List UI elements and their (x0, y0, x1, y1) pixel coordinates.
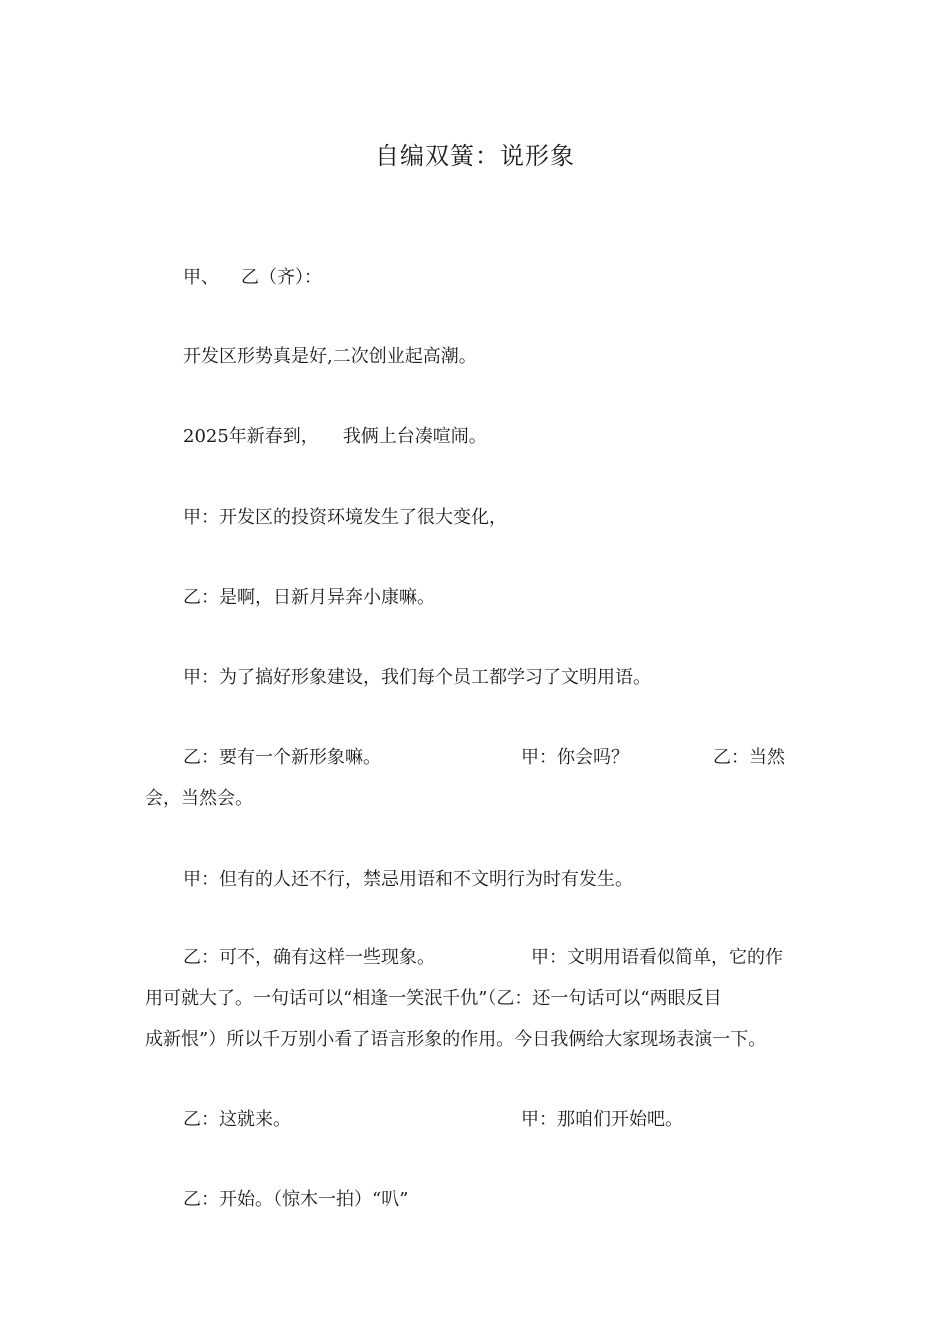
paragraph-11 (145, 1179, 810, 1220)
paragraph-1 (145, 257, 810, 298)
paragraph-2 (145, 336, 810, 377)
paragraph-text: 成新恨”）所以千万别小看了语言形象的作用。今日我俩给大家现场表演一下。 (145, 1029, 767, 1050)
paragraph-text: 甲：开发区的投资环境发生了很大变化， (183, 507, 507, 528)
paragraph-7 (145, 737, 810, 819)
paragraph-8 (145, 859, 810, 900)
paragraph-text: 乙：当然 (713, 747, 785, 768)
paragraph-text: 会，当然会。 (145, 788, 253, 809)
paragraph-text: 乙：开始。（惊木一拍）“叭” (183, 1189, 409, 1210)
paragraph-text: 乙：要有一个新形象嘛。 (183, 747, 381, 768)
paragraph-text: 2025年新春到， (183, 426, 319, 447)
paragraph-text: 甲：那咱们开始吧。 (521, 1109, 683, 1130)
paragraph-6 (145, 657, 810, 698)
paragraph-text: 用可就大了。一句话可以“相逢一笑泯千仇”（乙：还一句话可以“两眼反目 (145, 988, 722, 1009)
paragraph-text: 甲：你会吗？ (521, 747, 629, 768)
speaker-yi-together: 乙（齐）： (241, 267, 322, 288)
paragraph-text: 甲：文明用语看似简单，它的作 (531, 947, 783, 968)
paragraph-text: 甲：为了搞好形象建设，我们每个员工都学习了文明用语。 (183, 667, 651, 688)
paragraph-text: 乙：可不，确有这样一些现象。 (183, 947, 435, 968)
paragraph-5 (145, 577, 810, 618)
speaker-jia: 甲、 (183, 267, 219, 288)
paragraph-9 (145, 937, 810, 1060)
paragraph-text: 甲：但有的人还不行，禁忌用语和不文明行为时有发生。 (183, 869, 633, 890)
paragraph-text: 我俩上台凑喧闹。 (342, 426, 487, 447)
document-title: 自编双簧：说形象 (375, 142, 575, 170)
paragraph-text: 乙：这就来。 (183, 1109, 291, 1130)
paragraph-text: 乙：是啊，日新月异奔小康嘛。 (183, 587, 435, 608)
paragraph-4 (145, 497, 810, 538)
paragraph-text: 开发区形势真是好,二次创业起高潮。 (183, 346, 477, 367)
paragraph-10 (145, 1099, 810, 1140)
paragraph-3 (145, 416, 810, 457)
